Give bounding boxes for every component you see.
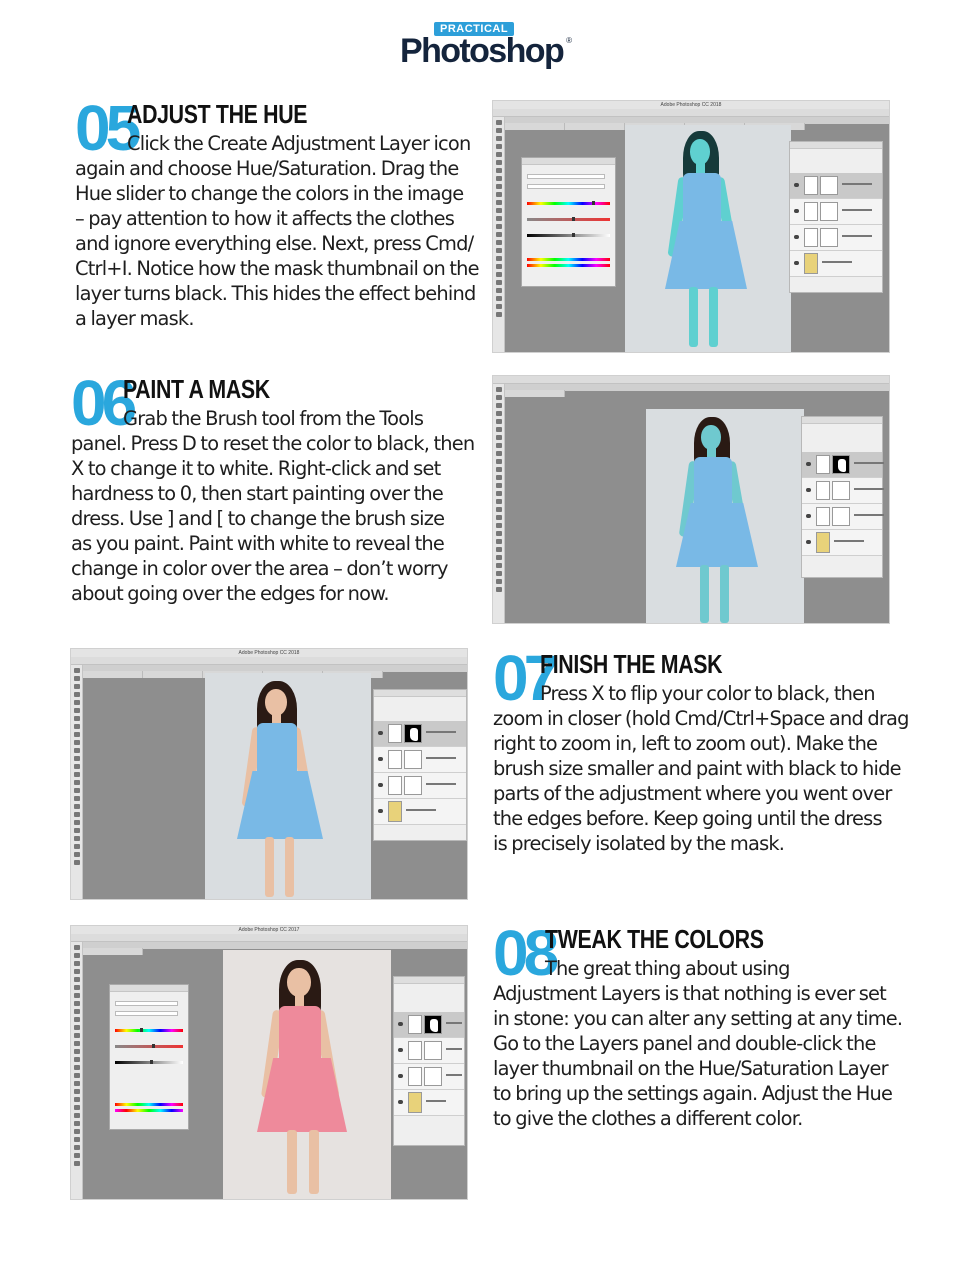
screenshot-step-06 (492, 375, 890, 624)
step-08 (493, 917, 903, 1135)
window-titlebar (71, 649, 467, 657)
tools-panel (493, 117, 505, 352)
model-figure (665, 131, 755, 353)
layers-panel (789, 141, 883, 293)
app-title: Adobe Photoshop CC 2018 (660, 102, 722, 108)
step-number: 05 (75, 92, 137, 164)
step-line: Click the Create Adjustment Layer icon (127, 132, 471, 155)
step-number: 06 (71, 367, 133, 439)
step-line: layer thumbnail on the Hue/Saturation Layer (493, 1057, 888, 1080)
properties-panel (109, 984, 189, 1130)
step-line: Grab the Brush tool from the Tools (123, 407, 424, 430)
layers-panel (801, 416, 883, 578)
screenshot-step-08 (70, 925, 468, 1200)
layers-panel (393, 976, 465, 1146)
tools-panel (71, 942, 83, 1199)
step-line: parts of the adjustment where you went over (493, 782, 892, 805)
screenshot-step-07 (70, 648, 468, 900)
step-line: hardness to 0, then start painting over the (71, 482, 444, 505)
step-line: Go to the Layers panel and double-click the (493, 1032, 876, 1055)
step-07 (493, 642, 909, 860)
masthead-logo (400, 22, 572, 70)
options-bar (71, 657, 467, 665)
step-line: layer turns black. This hides the effect behind (75, 282, 476, 305)
step-title: PAINT A MASK (123, 374, 270, 404)
app-title: Adobe Photoshop CC 2017 (238, 927, 300, 933)
logo-photoshop: Photoshop (400, 32, 564, 70)
step-line: again and choose Hue/Saturation. Drag the (75, 157, 459, 180)
step-line: the edges before. Keep going until the dress (493, 807, 882, 830)
step-body (71, 406, 475, 606)
step-05 (75, 92, 479, 335)
step-line: Adjustment Layers is that nothing is ever set (493, 982, 886, 1005)
properties-panel (521, 157, 616, 287)
step-title: ADJUST THE HUE (127, 99, 308, 129)
options-bar (71, 934, 467, 942)
step-line: to bring up the settings again. Adjust the Hue (493, 1082, 893, 1105)
image-canvas (646, 409, 804, 624)
step-line: The great thing about using (545, 957, 790, 980)
step-line: brush size smaller and paint with black to hide (493, 757, 901, 780)
document-tabs (83, 665, 467, 672)
model-figure (676, 417, 766, 624)
step-line: and ignore everything else. Next, press Cmd/ (75, 232, 474, 255)
layers-panel (373, 689, 467, 841)
model-figure (235, 681, 335, 900)
image-canvas (223, 950, 391, 1200)
step-line: Press X to flip your color to black, then (540, 682, 875, 705)
document-tabs (505, 384, 889, 391)
step-number: 08 (493, 917, 555, 989)
step-line: about going over the edges for now. (71, 582, 389, 605)
step-number: 07 (493, 642, 555, 714)
step-body (493, 681, 909, 856)
step-line: change in color over the area – don’t worry (71, 557, 448, 580)
step-line: – pay attention to how it affects the clothes (75, 207, 455, 230)
step-body (493, 956, 903, 1131)
image-canvas (205, 673, 371, 900)
options-bar (493, 376, 889, 384)
screenshot-step-05 (492, 100, 890, 353)
step-line: dress. Use ] and [ to change the brush size (71, 507, 445, 530)
model-figure (253, 960, 363, 1200)
step-line: panel. Press D to reset the color to black, then (71, 432, 475, 455)
step-line: a layer mask. (75, 307, 194, 330)
tools-panel (493, 384, 505, 623)
step-line: right to zoom in, left to zoom out). Make the (493, 732, 878, 755)
tools-panel (71, 665, 83, 899)
step-line: to give the clothes a different color. (493, 1107, 803, 1130)
step-line: Hue slider to change the colors in the image (75, 182, 464, 205)
step-body (75, 131, 479, 331)
step-line: in stone: you can alter any setting at any time. (493, 1007, 903, 1030)
step-line: as you paint. Paint with white to reveal the (71, 532, 444, 555)
image-canvas (625, 125, 791, 353)
step-line: Ctrl+I. Notice how the mask thumbnail on the (75, 257, 479, 280)
logo-practical: PRACTICAL (434, 22, 514, 36)
document-tabs (505, 117, 889, 124)
step-line: is precisely isolated by the mask. (493, 832, 785, 855)
step-06 (71, 367, 475, 610)
app-title: Adobe Photoshop CC 2018 (238, 650, 300, 656)
step-line: X to change it to white. Right-click and set (71, 457, 441, 480)
window-titlebar (493, 101, 889, 109)
step-title: FINISH THE MASK (540, 649, 723, 679)
step-line: zoom in closer (hold Cmd/Ctrl+Space and drag (493, 707, 909, 730)
step-title: TWEAK THE COLORS (545, 924, 764, 954)
window-titlebar (71, 926, 467, 934)
options-bar (493, 109, 889, 117)
document-tabs (83, 942, 467, 949)
logo-registered-mark: ® (566, 36, 572, 45)
